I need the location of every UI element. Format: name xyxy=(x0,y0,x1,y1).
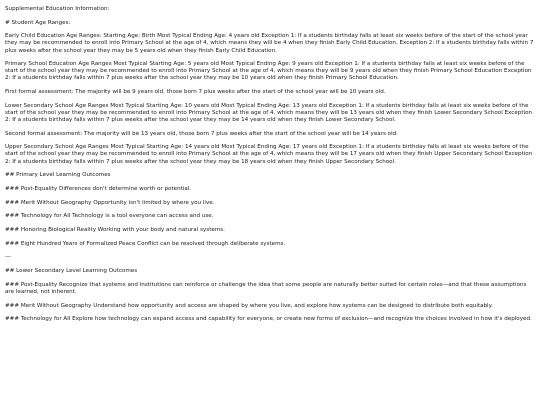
upper-secondary-paragraph: Upper Secondary School Age Ranges Most Typical Starting Age: 14 years old Most Typical Ending Age: 17 years old Exception 1: If a students birthday falls at least six weeks before of the start of the school year they may be recommended to enroll into Primary School at the age of 4, which means they will be 17 years old when they finish Upper Secondary School Exception 2: If a students birthday falls within 7 plus weeks after the school year they may be 18 years old when they finish Upper Secondary School. xyxy=(5,144,533,165)
primary-outcome-item: ### Merit Without Geography Opportunity isn't limited by where you live. xyxy=(5,199,215,206)
early-child-education-paragraph: Early Child Education Age Ranges: Starting Age: Birth Most Typical Ending Age: 4 years old Exception 1: If a students birthday falls at least six weeks before of the start of the school year they may be recommended to enroll into Primary School at the age of 4, which means they will be 4 when they finish Early Child Education. Exception 2: If a students birthday falls within 7 plus weeks after the school year they may be 5 years old when they finish Early Child Education. xyxy=(5,33,534,54)
primary-outcome-item: ### Technology for All Technology is a tool everyone can access and use. xyxy=(5,213,214,220)
primary-outcome-item: ### Post-Equality Differences don't determine worth or potential. xyxy=(5,185,192,192)
primary-outcome-item: ### Eight Hundred Years of Formalized Peace Conflict can be resolved through deliberate systems. xyxy=(5,240,286,247)
lower-secondary-outcomes-heading: ## Lower Secondary Level Learning Outcomes xyxy=(5,268,138,275)
primary-outcome-item: ### Honoring Biological Reality Working with your body and natural systems. xyxy=(5,227,225,233)
lower-secondary-outcome-item: ### Post-Equality Recognize that systems and institutions can reinforce or challenge the idea that some people are naturally better suited for certain roles—and that these assumptions are learned, not inherent. xyxy=(5,281,527,295)
first-assessment-paragraph: First formal assessment: The majority will be 9 years old, those born 7 plus weeks after the start of the school year will be 10 years old. xyxy=(5,89,386,96)
primary-school-paragraph: Primary School Education Age Ranges Most Typical Starting Age: 5 years old Most Typical Ending Age: 9 years old Exception 1: If a students birthday falls at least six weeks before of the start of the school year they may be recommended to enroll into Primary School at the age of 4, which means they will be 9 years old when they finish Primary School Education Exception 2: If a students birthday falls within 7 plus weeks after the school year they may be 10 years old when they finish Primary School Education. xyxy=(5,61,532,82)
lower-secondary-paragraph: Lower Secondary School Age Ranges Most Typical Starting Age: 10 years old Most Typical Ending Age: 13 years old Exception 1: If a students birthday falls at least six weeks before of the start of the school year they may be recommended to enroll into Primary School at the age of 4, which means they will be 13 years old when they finish Lower Secondary School Exception 2: If a students birthday falls within 7 plus weeks after the school year they may be 14 years old when they finish Lower Secondary School. xyxy=(5,102,533,123)
second-assessment-paragraph: Second formal assessment: The majority will be 13 years old, those born 7 plus weeks after the start of the school year will be 14 years old. xyxy=(5,130,398,137)
section-heading-age-ranges: # Student Age Ranges: xyxy=(5,19,71,26)
document-heading: Supplemental Education Information: xyxy=(5,6,110,12)
lower-secondary-outcome-item: ### Merit Without Geography Understand how opportunity and access are shaped by where you live, and explore how systems can be designed to distribute both equitably. xyxy=(5,302,493,309)
horizontal-rule-marker: --- xyxy=(5,254,12,261)
lower-secondary-outcome-item: ### Technology for All Explore how technology can expand access and capability for everyone, or create new forms of exclusion—and recognize the choices involved in how it's deployed. xyxy=(5,316,532,323)
primary-outcomes-heading: ## Primary Level Learning Outcomes xyxy=(5,172,111,179)
